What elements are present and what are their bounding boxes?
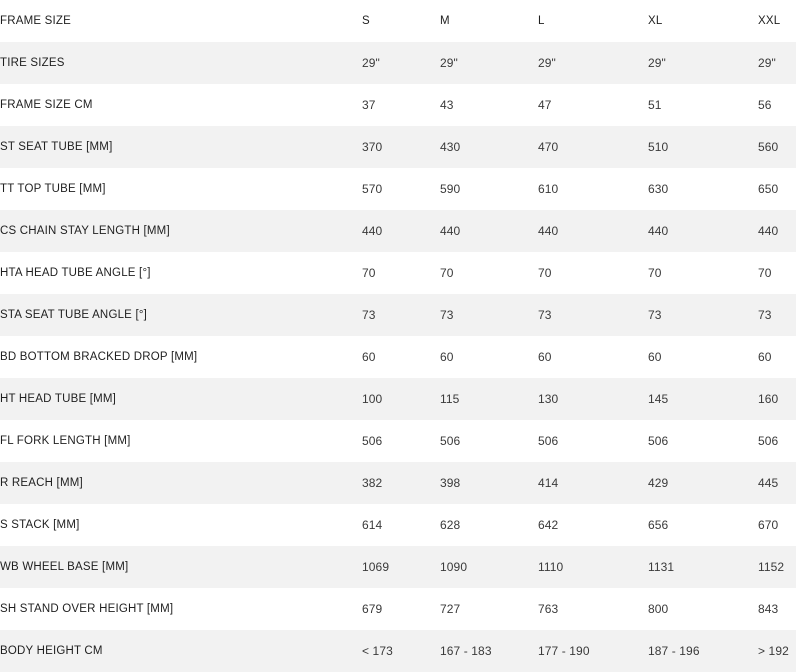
row-value-m: 727: [440, 602, 461, 616]
row-value-xl: 70: [648, 266, 662, 280]
table-row: [0, 294, 796, 336]
table-row: [0, 126, 796, 168]
row-value-m: 398: [440, 476, 461, 490]
row-value-xxl: 29": [758, 56, 776, 70]
table-row: [0, 630, 796, 672]
row-value-l: 130: [538, 392, 559, 406]
table-row: [0, 378, 796, 420]
table-row: [0, 336, 796, 378]
header-size-m: M: [440, 15, 450, 27]
row-value-m: 440: [440, 224, 461, 238]
row-label: TT TOP TUBE [MM]: [0, 183, 106, 195]
row-value-m: 43: [440, 98, 454, 112]
table-row: [0, 420, 796, 462]
row-value-xxl: 445: [758, 476, 779, 490]
header-size-xxl: XXL: [758, 15, 781, 27]
row-value-m: 590: [440, 182, 461, 196]
row-value-s: 506: [362, 434, 383, 448]
row-value-m: 628: [440, 518, 461, 532]
row-value-xxl: 506: [758, 434, 779, 448]
row-label: STA SEAT TUBE ANGLE [°]: [0, 309, 148, 321]
row-label: R REACH [MM]: [0, 477, 83, 489]
row-value-xxl: 670: [758, 518, 779, 532]
row-value-xl: 73: [648, 308, 662, 322]
row-value-xl: 145: [648, 392, 669, 406]
table-header-row: [0, 0, 796, 42]
row-value-s: 679: [362, 602, 383, 616]
row-value-s: 1069: [362, 560, 390, 574]
row-value-m: 167 - 183: [440, 644, 492, 658]
row-value-s: 614: [362, 518, 383, 532]
row-value-l: 70: [538, 266, 552, 280]
header-size-s: S: [362, 15, 370, 27]
row-value-xxl: 160: [758, 392, 779, 406]
table-row: [0, 252, 796, 294]
row-label: HTA HEAD TUBE ANGLE [°]: [0, 267, 151, 279]
row-value-m: 506: [440, 434, 461, 448]
table-row: [0, 210, 796, 252]
row-value-xxl: > 192: [758, 644, 789, 658]
row-value-m: 70: [440, 266, 454, 280]
row-value-s: 37: [362, 98, 376, 112]
table-row: [0, 546, 796, 588]
row-value-l: 60: [538, 350, 552, 364]
row-value-xxl: 440: [758, 224, 779, 238]
row-label: HT HEAD TUBE [MM]: [0, 393, 117, 405]
row-value-xxl: 650: [758, 182, 779, 196]
row-value-xl: 510: [648, 140, 669, 154]
row-value-xl: 800: [648, 602, 669, 616]
row-value-s: 570: [362, 182, 383, 196]
row-value-s: 382: [362, 476, 383, 490]
row-value-l: 414: [538, 476, 559, 490]
row-label: BODY HEIGHT CM: [0, 645, 103, 657]
row-value-m: 29": [440, 56, 458, 70]
row-value-l: 177 - 190: [538, 644, 590, 658]
row-value-xl: 51: [648, 98, 662, 112]
row-value-xl: 1131: [648, 560, 675, 574]
row-value-xxl: 60: [758, 350, 772, 364]
table-row: [0, 462, 796, 504]
row-value-xxl: 560: [758, 140, 779, 154]
row-value-xxl: 1152: [758, 560, 785, 574]
row-label: WB WHEEL BASE [MM]: [0, 561, 129, 573]
row-value-l: 610: [538, 182, 559, 196]
row-label: FL FORK LENGTH [MM]: [0, 435, 131, 447]
row-value-s: 73: [362, 308, 376, 322]
row-value-m: 60: [440, 350, 454, 364]
row-value-xxl: 73: [758, 308, 772, 322]
row-value-xl: 60: [648, 350, 662, 364]
row-value-m: 1090: [440, 560, 468, 574]
row-label: ST SEAT TUBE [MM]: [0, 141, 113, 153]
table-row: [0, 42, 796, 84]
row-value-l: 506: [538, 434, 559, 448]
row-label: SH STAND OVER HEIGHT [MM]: [0, 603, 174, 615]
row-value-xl: 187 - 196: [648, 644, 700, 658]
row-value-xl: 429: [648, 476, 669, 490]
row-value-l: 1110: [538, 560, 564, 574]
row-value-xxl: 56: [758, 98, 772, 112]
row-value-s: 70: [362, 266, 376, 280]
row-value-l: 470: [538, 140, 559, 154]
row-value-s: 370: [362, 140, 383, 154]
row-label: CS CHAIN STAY LENGTH [MM]: [0, 225, 170, 237]
row-value-m: 73: [440, 308, 454, 322]
table-row: [0, 504, 796, 546]
row-value-s: < 173: [362, 644, 393, 658]
row-value-xl: 656: [648, 518, 669, 532]
row-label: TIRE SIZES: [0, 57, 65, 69]
header-size-l: L: [538, 15, 545, 27]
row-value-l: 642: [538, 518, 559, 532]
row-value-xxl: 70: [758, 266, 772, 280]
table-row: [0, 84, 796, 126]
row-value-s: 60: [362, 350, 376, 364]
row-value-l: 47: [538, 98, 552, 112]
row-value-s: 100: [362, 392, 383, 406]
row-value-l: 763: [538, 602, 559, 616]
row-value-m: 115: [440, 392, 460, 406]
row-value-l: 29": [538, 56, 556, 70]
row-value-xl: 630: [648, 182, 669, 196]
row-value-l: 73: [538, 308, 552, 322]
row-label: S STACK [MM]: [0, 519, 80, 531]
row-value-xl: 440: [648, 224, 669, 238]
row-value-xxl: 843: [758, 602, 779, 616]
table-body: [0, 42, 796, 672]
row-label: FRAME SIZE CM: [0, 99, 93, 111]
header-size-xl: XL: [648, 15, 663, 27]
row-value-m: 430: [440, 140, 461, 154]
table-header: [0, 0, 796, 42]
table-row: [0, 168, 796, 210]
table-row: [0, 588, 796, 630]
header-label: FRAME SIZE: [0, 15, 72, 27]
row-value-xl: 29": [648, 56, 666, 70]
row-value-s: 29": [362, 56, 380, 70]
row-value-s: 440: [362, 224, 383, 238]
row-value-xl: 506: [648, 434, 669, 448]
row-label: BD BOTTOM BRACKED DROP [MM]: [0, 351, 198, 363]
row-value-l: 440: [538, 224, 559, 238]
